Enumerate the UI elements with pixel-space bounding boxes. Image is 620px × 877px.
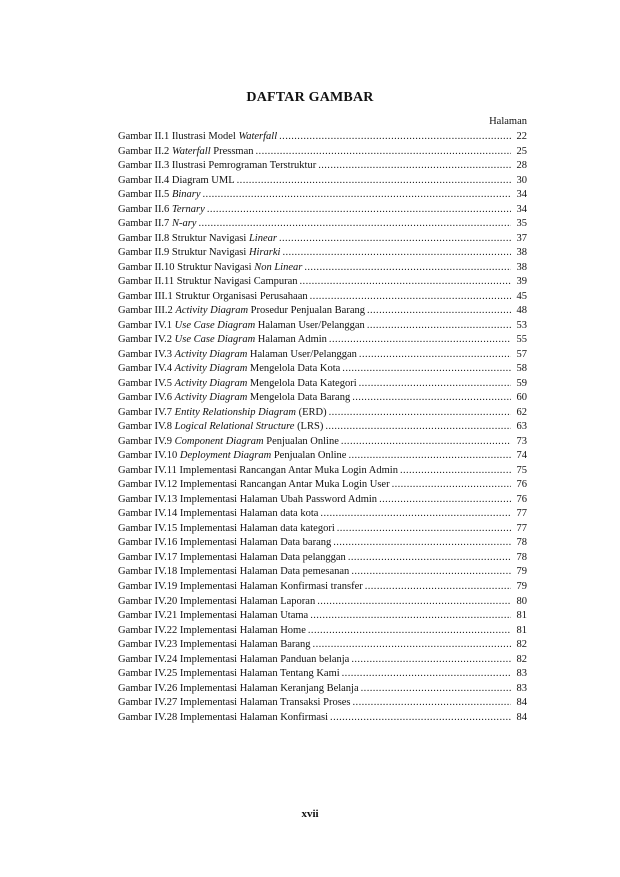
figure-entry <box>118 362 527 377</box>
figure-entry-text: Gambar II.7 <box>118 218 172 230</box>
figure-entry-text: Gambar IV.20 Implementasi Halaman Laporan <box>118 595 316 607</box>
figure-entry-italic-text: Activity Diagram <box>174 392 248 404</box>
figure-entry-label <box>118 551 346 566</box>
figure-entry-italic-text: N-ary <box>171 218 197 230</box>
dot-leader <box>365 580 511 595</box>
figure-entry-label <box>118 203 205 218</box>
figure-entry <box>118 275 527 290</box>
dot-leader <box>325 420 511 435</box>
figure-entry <box>118 246 527 261</box>
figure-entry-label <box>118 377 357 392</box>
dot-leader <box>300 275 511 290</box>
figure-entry-italic-text: Activity Diagram <box>175 305 249 317</box>
dot-leader <box>329 333 511 348</box>
figure-entry-text: Gambar II.10 Struktur Navigasi <box>118 261 255 273</box>
figure-entry-text: Pressman <box>210 145 254 157</box>
figure-entry-page: 63 <box>516 421 527 433</box>
figure-entry-label <box>118 449 346 464</box>
figure-entry-page: 77 <box>516 508 527 520</box>
figure-entry-label <box>118 188 201 203</box>
figure-entry-page: 76 <box>516 479 527 491</box>
figure-entry <box>118 595 527 610</box>
dot-leader <box>337 522 511 537</box>
figure-entry-label <box>118 536 331 551</box>
figure-entry-page: 77 <box>516 522 527 534</box>
figure-entry-text: Gambar IV.15 Implementasi Halaman data kategori <box>118 522 335 534</box>
figure-entry <box>118 696 527 711</box>
figure-entry-text: Gambar IV.26 Implementasi Halaman Keranjang Belanja <box>118 682 359 694</box>
figure-entry-text: Gambar II.4 Diagram UML <box>118 174 235 186</box>
dot-leader <box>348 551 511 566</box>
figure-entry-text: Halaman User/Pelanggan <box>255 319 365 331</box>
dot-leader <box>279 130 511 145</box>
figure-entry <box>118 217 527 232</box>
figure-entry-text: Gambar IV.7 <box>118 406 175 418</box>
figure-entry <box>118 464 527 479</box>
figure-entry-italic-text: Use Case Diagram <box>174 334 256 346</box>
figure-entry-text: Gambar IV.24 Implementasi Halaman Panduan belanja <box>118 653 350 665</box>
figure-entry-italic-text: Hirarki <box>248 247 281 259</box>
figure-entry-text: Gambar III.2 <box>118 305 176 317</box>
figure-entry-text: Gambar II.3 Ilustrasi Pemrograman Terstruktur <box>118 160 317 172</box>
figure-entry-italic-text: Entity Relationship Diagram <box>174 406 296 418</box>
dot-leader <box>330 711 511 726</box>
figure-entry <box>118 333 527 348</box>
figure-entry <box>118 449 527 464</box>
figure-entry-text: Penjualan Online <box>271 450 347 462</box>
figure-entry-page: 74 <box>516 450 527 462</box>
figure-entry-label <box>118 507 318 522</box>
figure-entry-label <box>118 653 349 668</box>
dot-leader <box>318 159 511 174</box>
figure-entry-text: Gambar IV.8 <box>118 421 175 433</box>
figure-entry-italic-text: Deployment Diagram <box>179 450 272 462</box>
figure-entry-label <box>118 159 316 174</box>
figure-entry <box>118 290 527 305</box>
figure-entry-label <box>118 261 302 276</box>
figure-entry-text: Gambar III.1 Struktur Organisasi Perusahaan <box>118 290 308 302</box>
figure-entry-label <box>118 130 277 145</box>
figure-entry <box>118 551 527 566</box>
figure-entry-text: Gambar II.9 Struktur Navigasi <box>118 247 249 259</box>
figure-entry-text: Penjualan Online <box>263 435 339 447</box>
figure-entry-italic-text: Linear <box>248 232 277 244</box>
figure-entry-label <box>118 232 277 247</box>
dot-leader <box>256 145 511 160</box>
figure-entry <box>118 348 527 363</box>
figure-entry <box>118 319 527 334</box>
figure-entry-label <box>118 493 377 508</box>
figure-entry-label <box>118 420 323 435</box>
dot-leader <box>367 319 511 334</box>
figure-entry-italic-text: Ternary <box>171 203 205 215</box>
dot-leader <box>379 493 511 508</box>
figure-entry-page: 53 <box>516 319 527 331</box>
page-title: DAFTAR GAMBAR <box>246 90 374 105</box>
figure-entry-text: Gambar II.5 <box>118 189 172 201</box>
figure-entry-italic-text: Use Case Diagram <box>174 319 256 331</box>
figure-entry-text: Gambar IV.27 Implementasi Halaman Transaksi Proses <box>118 697 351 709</box>
dot-leader <box>320 507 511 522</box>
figure-entry-page: 84 <box>516 711 527 723</box>
figure-entry-text: Gambar IV.18 Implementasi Halaman Data pemesanan <box>118 566 350 578</box>
figure-entry-label <box>118 333 327 348</box>
figure-entry-page: 22 <box>516 131 527 142</box>
figure-entry <box>118 536 527 551</box>
dot-leader <box>203 188 511 203</box>
figure-entry-label <box>118 638 311 653</box>
figure-entry-text: Gambar IV.28 Implementasi Halaman Konfirmasi <box>118 711 329 723</box>
figure-entry-text: Prosedur Penjualan Barang <box>248 305 365 317</box>
figure-entry-text: Gambar IV.1 <box>118 319 175 331</box>
figure-entry-text: Gambar IV.4 <box>118 363 175 375</box>
figure-entry-page: 81 <box>516 610 527 622</box>
figure-entry-text: Gambar II.2 <box>118 145 172 157</box>
figure-entry-page: 59 <box>516 377 527 389</box>
figure-entry-page: 37 <box>516 232 527 244</box>
figure-entry <box>118 159 527 174</box>
dot-leader <box>361 682 511 697</box>
figure-entry-label <box>118 246 280 261</box>
figure-entry-label <box>118 478 390 493</box>
figure-entry-text: Gambar II.1 Ilustrasi Model <box>118 131 239 142</box>
figure-entry <box>118 624 527 639</box>
figure-entry <box>118 130 527 145</box>
figure-entry-page: 38 <box>516 247 527 259</box>
figure-entry-italic-text: Non Linear <box>254 261 303 273</box>
figure-entry-italic-text: Activity Diagram <box>174 363 248 375</box>
figure-entry-text: Gambar IV.10 <box>118 450 180 462</box>
figure-entry <box>118 580 527 595</box>
dot-leader <box>237 174 511 189</box>
dot-leader <box>341 435 511 450</box>
figure-entry-page: 28 <box>516 160 527 172</box>
figure-entry-page: 73 <box>516 435 527 447</box>
figure-entry <box>118 174 527 189</box>
figure-entry-label <box>118 174 235 189</box>
figure-entry <box>118 522 527 537</box>
figure-entry <box>118 711 527 726</box>
figure-entry-label <box>118 217 196 232</box>
figure-entry-italic-text: Component Diagram <box>174 435 264 447</box>
figure-entry-text: Gambar IV.17 Implementasi Halaman Data pelanggan <box>118 551 346 563</box>
figure-entry-page: 35 <box>516 218 527 230</box>
figure-entry-text: Gambar IV.5 <box>118 377 175 389</box>
figure-entry <box>118 203 527 218</box>
dot-leader <box>304 261 511 276</box>
figure-entry-page: 79 <box>516 566 527 578</box>
figure-entry-text: Gambar IV.21 Implementasi Halaman Utama <box>118 610 309 622</box>
dot-leader <box>308 624 511 639</box>
figure-entry-text: Gambar IV.11 Implementasi Rancangan Antar Muka Login Admin <box>118 464 398 476</box>
figure-entry-page: 80 <box>516 595 527 607</box>
figure-entry-label <box>118 696 351 711</box>
figure-entry-label <box>118 595 315 610</box>
dot-leader <box>310 609 511 624</box>
figure-entry-text: Gambar IV.3 <box>118 348 175 360</box>
dot-leader <box>333 536 511 551</box>
figure-entry-text: Gambar II.11 Struktur Navigasi Campuran <box>118 276 298 288</box>
figure-entry-page: 58 <box>516 363 527 375</box>
figure-entry-page: 60 <box>516 392 527 404</box>
figure-entry-label <box>118 565 349 580</box>
dot-leader <box>400 464 511 479</box>
figure-entry-label <box>118 145 254 160</box>
figure-entry-text: (ERD) <box>296 406 327 418</box>
figure-entry <box>118 565 527 580</box>
figure-entry-text: Gambar IV.14 Implementasi Halaman data kota <box>118 508 319 520</box>
page-column-header: Halaman <box>489 116 527 127</box>
figure-entry <box>118 609 527 624</box>
dot-leader <box>198 217 511 232</box>
figure-entry-text: Gambar II.8 Struktur Navigasi <box>118 232 249 244</box>
figure-entry <box>118 304 527 319</box>
figure-entry-page: 38 <box>516 261 527 273</box>
figure-entry-label <box>118 667 340 682</box>
figure-entry-text: Halaman Admin <box>255 334 327 346</box>
figure-entry-page: 79 <box>516 580 527 592</box>
figure-entry <box>118 145 527 160</box>
figure-list <box>118 130 527 725</box>
figure-entry-page: 82 <box>516 653 527 665</box>
figure-entry <box>118 188 527 203</box>
figure-entry <box>118 493 527 508</box>
dot-leader <box>313 638 511 653</box>
figure-entry <box>118 377 527 392</box>
figure-entry-page: 25 <box>516 145 527 157</box>
figure-entry-italic-text: Waterfall <box>238 131 278 142</box>
figure-entry-page: 45 <box>516 290 527 302</box>
figure-entry-text: Gambar IV.2 <box>118 334 175 346</box>
figure-entry-page: 84 <box>516 697 527 709</box>
dot-leader <box>359 377 511 392</box>
figure-entry-italic-text: Activity Diagram <box>174 377 248 389</box>
figure-entry <box>118 420 527 435</box>
figure-entry-text: Gambar IV.9 <box>118 435 175 447</box>
figure-entry <box>118 667 527 682</box>
figure-entry <box>118 478 527 493</box>
figure-entry-page: 30 <box>516 174 527 186</box>
figure-entry-page: 78 <box>516 551 527 563</box>
dot-leader <box>342 362 511 377</box>
figure-entry-text: (LRS) <box>294 421 324 433</box>
figure-entry-label <box>118 275 298 290</box>
figure-entry <box>118 638 527 653</box>
dot-leader <box>351 653 511 668</box>
figure-entry-page: 76 <box>516 493 527 505</box>
figure-entry <box>118 507 527 522</box>
dot-leader <box>392 478 511 493</box>
figure-entry-text: Gambar IV.22 Implementasi Halaman Home <box>118 624 306 636</box>
figure-entry-page: 48 <box>516 305 527 317</box>
figure-entry-label <box>118 319 365 334</box>
figure-entry-page: 34 <box>516 203 527 215</box>
figure-entry-text: Gambar IV.12 Implementasi Rancangan Antar Muka Login User <box>118 479 390 491</box>
dot-leader <box>317 595 511 610</box>
figure-entry <box>118 391 527 406</box>
dot-leader <box>351 565 511 580</box>
figure-entry-label <box>118 711 328 726</box>
figure-entry-italic-text: Activity Diagram <box>174 348 248 360</box>
figure-entry-label <box>118 391 350 406</box>
figure-entry-label <box>118 682 359 697</box>
dot-leader <box>348 449 511 464</box>
figure-entry-italic-text: Waterfall <box>171 145 211 157</box>
figure-entry-text: Gambar IV.23 Implementasi Halaman Barang <box>118 639 311 651</box>
figure-entry-page: 55 <box>516 334 527 346</box>
dot-leader <box>353 696 511 711</box>
figure-entry-text: Mengelola Data Barang <box>247 392 351 404</box>
figure-entry-page: 82 <box>516 639 527 651</box>
figure-entry-label <box>118 624 306 639</box>
dot-leader <box>352 391 511 406</box>
figure-entry-label <box>118 435 339 450</box>
figure-entry-label <box>118 580 363 595</box>
figure-entry-page: 78 <box>516 537 527 549</box>
dot-leader <box>359 348 511 363</box>
dot-leader <box>310 290 511 305</box>
figure-entry-label <box>118 362 340 377</box>
figure-entry-italic-text: Logical Relational Structure <box>174 421 295 433</box>
figure-entry <box>118 435 527 450</box>
figure-entry-page: 75 <box>516 464 527 476</box>
figure-entry-label <box>118 348 357 363</box>
dot-leader <box>207 203 511 218</box>
dot-leader <box>279 232 511 247</box>
dot-leader <box>367 304 511 319</box>
figure-entry <box>118 232 527 247</box>
figure-entry <box>118 406 527 421</box>
figure-entry <box>118 261 527 276</box>
figure-entry-page: 81 <box>516 624 527 636</box>
dot-leader <box>329 406 511 421</box>
figure-entry-text: Gambar IV.16 Implementasi Halaman Data barang <box>118 537 332 549</box>
figure-entry-page: 39 <box>516 276 527 288</box>
figure-entry-page: 83 <box>516 682 527 694</box>
page-number: xvii <box>301 808 319 820</box>
figure-entry-text: Gambar IV.25 Implementasi Halaman Tentang Kami <box>118 668 340 680</box>
dot-leader <box>282 246 511 261</box>
figure-entry-text: Gambar II.6 <box>118 203 172 215</box>
figure-entry-text: Gambar IV.6 <box>118 392 175 404</box>
figure-entry-label <box>118 406 327 421</box>
figure-entry-page: 83 <box>516 668 527 680</box>
figure-entry-text: Gambar IV.13 Implementasi Halaman Ubah Password Admin <box>118 493 378 505</box>
figure-entry <box>118 682 527 697</box>
figure-entry-page: 57 <box>516 348 527 360</box>
figure-entry-page: 34 <box>516 189 527 201</box>
dot-leader <box>342 667 511 682</box>
figure-entry-text: Mengelola Data Kategori <box>247 377 357 389</box>
figure-entry-label <box>118 522 335 537</box>
figure-entry-label <box>118 464 398 479</box>
figure-entry-text: Gambar IV.19 Implementasi Halaman Konfirmasi transfer <box>118 580 363 592</box>
figure-entry-label <box>118 609 308 624</box>
figure-entry-page: 62 <box>516 406 527 418</box>
figure-entry <box>118 653 527 668</box>
figure-entry-label <box>118 304 365 319</box>
figure-entry-label <box>118 290 308 305</box>
figure-entry-text: Mengelola Data Kota <box>247 363 341 375</box>
figure-entry-text: Halaman User/Pelanggan <box>247 348 357 360</box>
figure-entry-italic-text: Binary <box>171 189 201 201</box>
